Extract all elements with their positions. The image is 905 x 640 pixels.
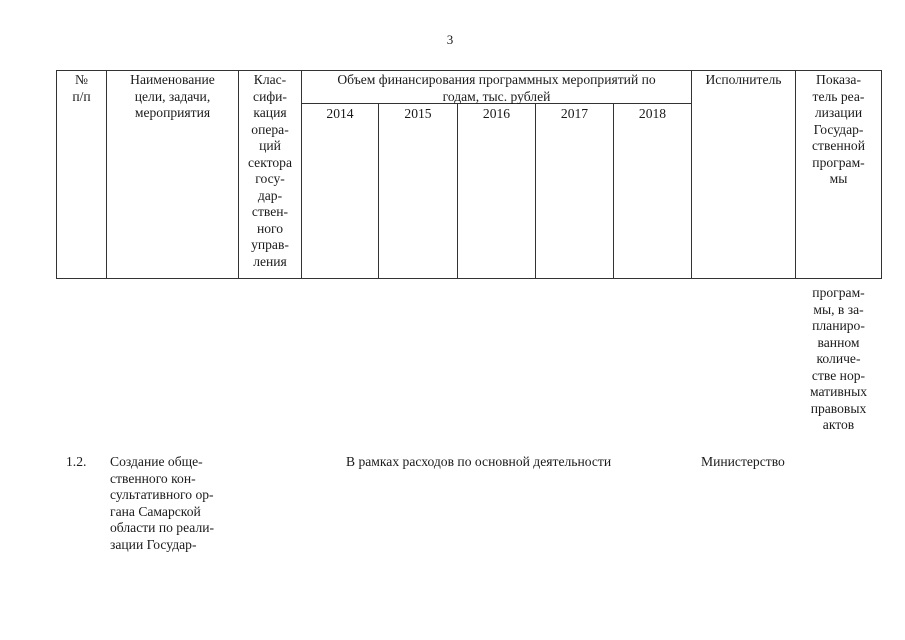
header-indicator: Показа- тель реа- лизации Государ- ственной програм- мы (812, 72, 865, 186)
header-classification: Клас- сифи- кация опера- ций сектора госу- дар- ствен- ного управ- ления (247, 72, 293, 269)
row-number: 1.2. (66, 454, 87, 469)
col-border-6 (881, 70, 882, 279)
header-financing: Объем финансирования программных мероприятий по годам, тыс. рублей (337, 72, 656, 104)
indicator-continuation: програм- мы, в за- планиро- ванном количе- стве нор- мативных правовых актов (809, 285, 868, 432)
col-border-year-1 (378, 103, 379, 279)
row-financing: В рамках расходов по основной деятельности (346, 454, 612, 469)
col-border-year-4 (613, 103, 614, 279)
header-year-2014: 2014 (326, 106, 354, 121)
header-year-2017: 2017 (560, 106, 589, 121)
table-top-border (56, 70, 882, 71)
col-border-4 (691, 70, 692, 279)
header-year-2016: 2016 (482, 106, 511, 121)
col-border-year-3 (535, 103, 536, 279)
header-year-2018: 2018 (638, 106, 667, 121)
row-name: Создание обще- ственного кон- сультативного ор- гана Самарской области по реали- зации Государ- (110, 454, 215, 552)
page-number: 3 (446, 32, 454, 47)
header-executor: Исполнитель (705, 72, 782, 87)
header-name: Наименование цели, задачи, мероприятия (130, 72, 215, 120)
col-border-year-2 (457, 103, 458, 279)
header-year-2015: 2015 (404, 106, 432, 121)
header-number: № п/п (72, 72, 91, 104)
row-executor: Министерство (701, 454, 785, 469)
table-bottom-border (56, 278, 882, 279)
